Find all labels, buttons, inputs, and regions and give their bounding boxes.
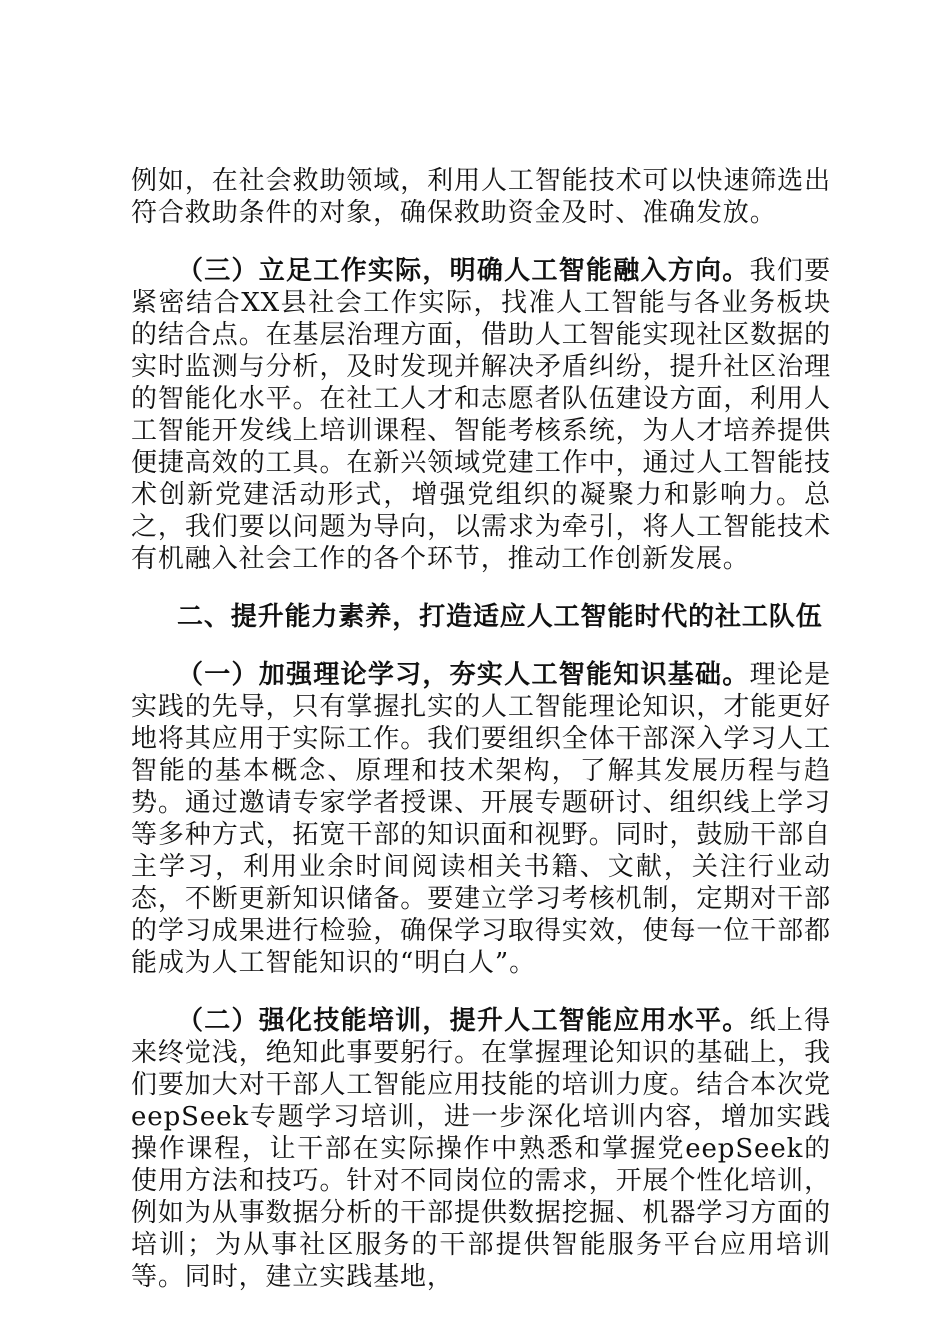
paragraph-text: 例如，在社会救助领域，利用人工智能技术可以快速筛选出符合救助条件的对象，确保救助资金及时、准确发放。 xyxy=(131,166,831,228)
paragraph-section-2-1 xyxy=(131,659,831,979)
paragraph-text: 我们要紧密结合XX县社会工作实际，找准人工智能与各业务板块的结合点。在基层治理方面，借助人工智能实现社区数据的实时监测与分析，及时发现并解决矛盾纠纷，提升社区治理的智能化水平。在社工人才和志愿者队伍建设方面，利用人工智能开发线上培训课程、智能考核系统，为人才培养提供便捷高效的工具。在新兴领域党建工作中，通过人工智能技术创新党建活动形式，增强党组织的凝聚力和影响力。总之，我们要以问题为导向，以需求为牵引，将人工智能技术有机融入社会工作的各个环节，推动工作创新发展。 xyxy=(131,256,831,574)
paragraph-lead-heading: （一）加强理论学习，夯实人工智能知识基础。 xyxy=(177,660,750,690)
paragraph-continuation xyxy=(131,165,831,229)
paragraph-lead-heading: （二）强化技能培训，提升人工智能应用水平。 xyxy=(177,1006,750,1036)
paragraph-text: 纸上得来终觉浅，绝知此事要躬行。在掌握理论知识的基础上，我们要加大对干部人工智能应用技能的培训力度。结合本次党eepSeek专题学习培训，进一步深化培训内容，增加实践操作课程，让干部在实际操作中熟悉和掌握党eepSeek的使用方法和技巧。针对不同岗位的需求，开展个性化培训，例如为从事数据分析的干部提供数据挖掘、机器学习方面的培训；为从事社区服务的干部提供智能服务平台应用培训等。同时，建立实践基地， xyxy=(131,1006,831,1292)
paragraph-text: 理论是实践的先导，只有掌握扎实的人工智能理论知识，才能更好地将其应用于实际工作。我们要组织全体干部深入学习人工智能的基本概念、原理和技术架构，了解其发展历程与趋势。通过邀请专家学者授课、开展专题研讨、组织线上学习等多种方式，拓宽干部的知识面和视野。同时，鼓励干部自主学习，利用业余时间阅读相关书籍、文献，关注行业动态，不断更新知识储备。要建立学习考核机制，定期对干部的学习成果进行检验，确保学习取得实效，使每一位干部都能成为人工智能知识的“明白人”。 xyxy=(131,660,831,978)
section-heading-2: 二、提升能力素养，打造适应人工智能时代的社工队伍 xyxy=(177,602,823,632)
paragraph-section-3 xyxy=(131,255,831,575)
paragraph-lead-heading: （三）立足工作实际，明确人工智能融入方向。 xyxy=(177,256,750,286)
document-body xyxy=(131,165,831,1319)
paragraph-section-2-2 xyxy=(131,1005,831,1293)
